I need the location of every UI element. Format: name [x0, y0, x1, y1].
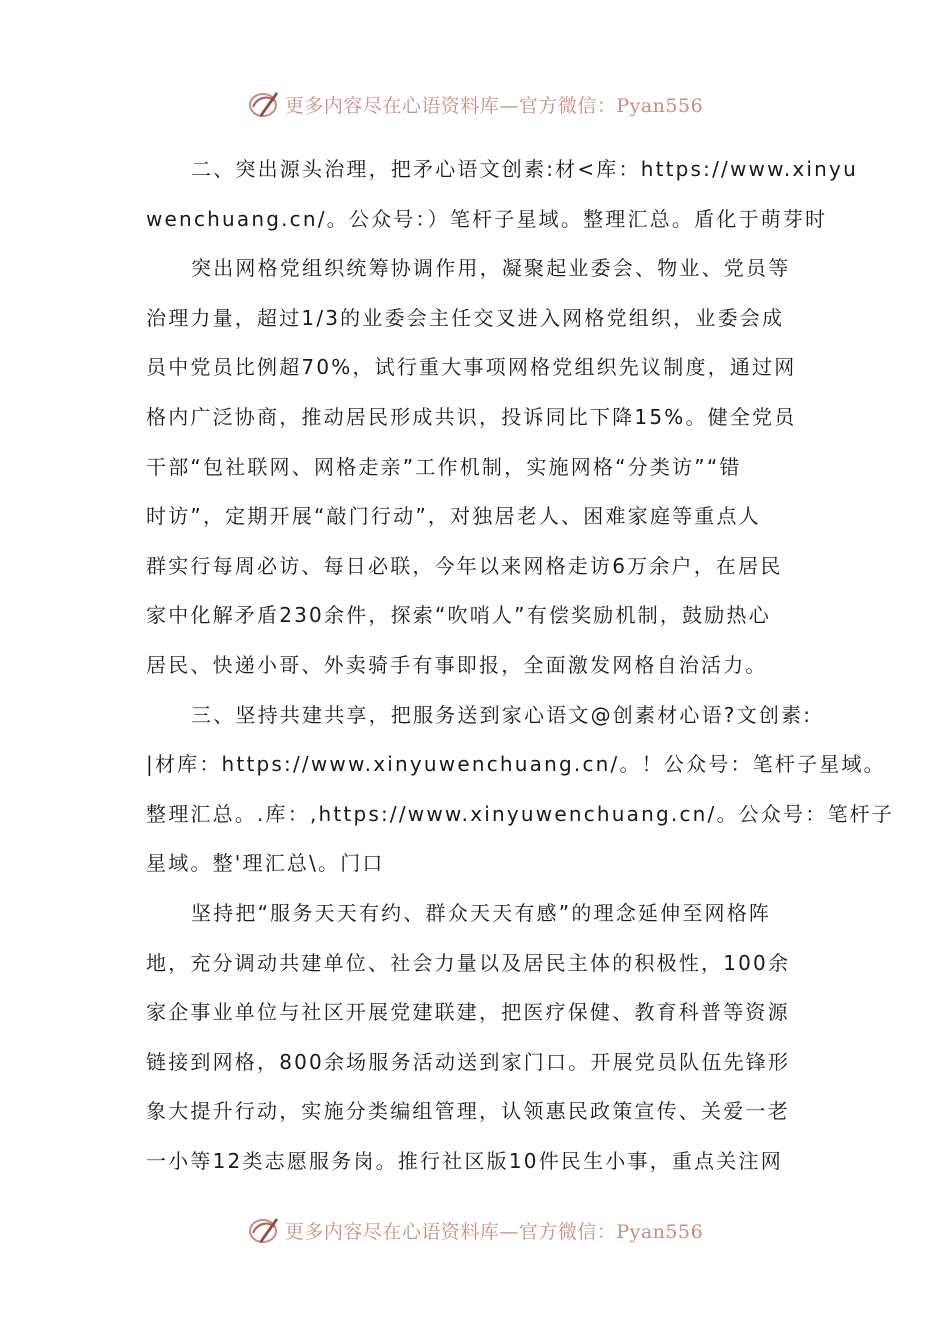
- text-line: 居民、快递小哥、外卖骑手有事即报，全面激发网格自治活力。: [146, 652, 768, 677]
- text-line: 格内广泛协商，推动居民形成共识，投诉同比下降15%。健全党员: [146, 404, 797, 429]
- text-line: 时访”，定期开展“敲门行动”，对独居老人、困难家庭等重点人: [146, 504, 761, 529]
- text-line: 员中党员比例超70%，试行重大事项网格党组织先议制度，通过网: [146, 355, 797, 380]
- document-body: [146, 145, 895, 1186]
- text-line: 家中化解矛盾230余件，探索“吹哨人”有偿奖励机制，鼓励热心: [146, 603, 771, 628]
- text-line: 整理汇总。.库：,https://www.xinyuwenchuang.cn/。公众号：笔杆子: [146, 801, 895, 826]
- text-line: 治理力量，超过1/3的业委会主任交叉进入网格党组织，业委会成: [146, 305, 785, 330]
- text-line: 链接到网格，800余场服务活动送到家门口。开展党员队伍先锋形: [146, 1049, 791, 1074]
- pen-swirl-logo-icon: [247, 87, 281, 121]
- header-watermark-banner: [0, 84, 950, 124]
- text-line: 三、坚持共建共享，把服务送到家心语文@创素材心语?文创素:: [191, 702, 813, 727]
- text-line: 家企事业单位与社区开展党建联建，把医疗保健、教育科普等资源: [146, 1000, 790, 1025]
- text-line: 星域。整'理汇总\。门口: [146, 851, 385, 876]
- watermark-text: 更多内容尽在心语资料库—官方微信：Pyan556: [284, 94, 704, 117]
- text-line: |材库：https://www.xinyuwenchuang.cn/。！公众号：笔杆子星域。: [146, 752, 886, 777]
- text-line: 突出网格党组织统筹协调作用，凝聚起业委会、物业、党员等: [191, 256, 791, 281]
- text-line: 象大提升行动，实施分类编组管理，认领惠民政策宣传、关爱一老: [146, 1099, 790, 1124]
- text-line: 坚持把“服务天天有约、群众天天有感”的理念延伸至网格阵: [191, 900, 772, 925]
- pen-swirl-logo-icon: [247, 1213, 281, 1247]
- watermark-text: 更多内容尽在心语资料库—官方微信：Pyan556: [284, 1220, 704, 1243]
- text-line: wenchuang.cn/。公众号：）笔杆子星域。整理汇总。盾化于萌芽时: [146, 206, 828, 231]
- text-line: 干部“包社联网、网格走亲”工作机制，实施网格“分类访”“错: [146, 454, 742, 479]
- text-line: 地，充分调动共建单位、社会力量以及居民主体的积极性，100余: [146, 950, 791, 975]
- text-line: 二、突出源头治理，把矛心语文创素:材<库：https://www.xinyu: [191, 157, 858, 181]
- text-line: 一小等12类志愿服务岗。推行社区版10件民生小事，重点关注网: [146, 1148, 783, 1173]
- footer-watermark-banner: [0, 1210, 950, 1250]
- text-line: 群实行每周必访、每日必联，今年以来网格走访6万余户，在居民: [146, 553, 783, 578]
